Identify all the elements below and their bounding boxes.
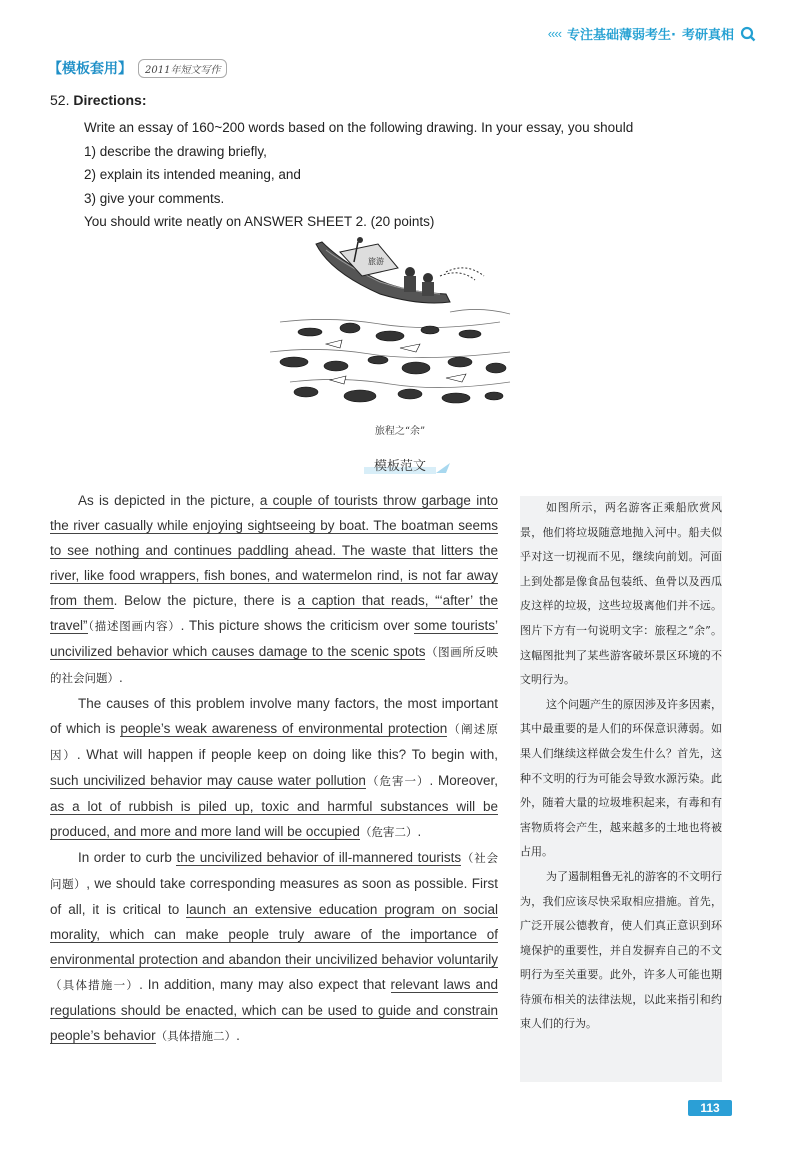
page-number: 113 (688, 1100, 732, 1116)
text-run: . This picture shows the criticism over (180, 618, 414, 633)
text-run: . Below the picture, there is (113, 593, 298, 608)
underlined-phrase: launch an extensive education program on social morality, which can make people truly aware of the importance of environmental protection and abandon their uncivilized behavior voluntarily (50, 902, 498, 967)
boat-sign: 旅游 (368, 257, 384, 266)
text-run: The causes of this problem involve many factors, the most important of which is (50, 696, 498, 736)
text-run: . Moreover, (429, 773, 498, 788)
english-essay (50, 488, 498, 1049)
annotation-note: （具体措施二） (155, 1029, 237, 1043)
chinese-translation (520, 496, 722, 1082)
header-slogan: 专注基础薄弱考生· (567, 28, 676, 43)
underlined-phrase: relevant laws and regulations should be enacted, which can be used to guide and constrain people’s behavior (50, 977, 499, 1043)
question-heading (50, 92, 146, 108)
underlined-phrase: as a lot of rubbish is piled up, toxic and harmful substances will be produced, and more and more land will be occupied (50, 799, 498, 839)
underlined-phrase: such uncivilized behavior may cause water pollution (50, 773, 366, 788)
direction-line: 3) give your comments. (84, 190, 225, 206)
annotation-note: （危害二） (359, 825, 418, 839)
direction-line: 1) describe the drawing briefly, (84, 143, 267, 159)
text-run: As is depicted in the picture, (78, 493, 260, 508)
text-run: , we should take corresponding measures as soon as possible. First of all, it is critical to (50, 876, 498, 917)
text-run: . (236, 1028, 240, 1043)
template-tag: 【模板套用】 (48, 61, 132, 77)
figure-caption: 旅程之“余” (374, 426, 426, 437)
annotation-note: （阐述原因） (50, 722, 498, 762)
header-brand: 考研真相 (681, 28, 734, 43)
text-run: . What will happen if people keep on doing like this? To begin with, (76, 747, 498, 762)
section-title-text: 模板范文 (364, 459, 436, 474)
search-icon (740, 26, 756, 42)
essay-paragraph-3 (50, 845, 498, 1049)
underlined-phrase: some tourists’ uncivilized behavior which causes damage to the scenic spots (50, 618, 499, 659)
annotation-note: （具体措施一） (50, 978, 140, 992)
direction-line: 2) explain its intended meaning, and (84, 167, 301, 182)
essay-paragraph-1 (50, 488, 498, 691)
underlined-phrase: a couple of tourists throw garbage into the river casually while enjoying sightseeing by boat. The boatman seems to see nothing and continues paddling ahead. The waste that litters the river, like food wrappers, fish bones, and watermelon rind, is not far away from them (50, 493, 499, 608)
cartoon-drawing (270, 232, 512, 414)
text-run: . (119, 670, 123, 685)
essay-paragraph-2 (50, 691, 498, 845)
annotation-note: （危害一） (365, 774, 430, 788)
annotation-note: （社会问题） (50, 851, 498, 891)
underlined-phrase: a caption that reads, “‘after’ the travel” (50, 593, 499, 633)
underlined-phrase: the uncivilized behavior of ill-mannered tourists (176, 850, 462, 865)
annotation-note: （图画所反映的社会问题） (50, 645, 499, 685)
directions-label: Directions: (73, 92, 147, 108)
text-run: In order to curb (78, 850, 177, 865)
year-badge: 2011年短文写作 (138, 59, 227, 78)
text-run: . (417, 824, 422, 839)
question-number: 52. (50, 92, 70, 108)
page-header (548, 24, 756, 43)
translation-paragraph-3: 为了遏制粗鲁无礼的游客的不文明行为，我们应该尽快采取相应措施。首先，广泛开展公德教育，使人们真正意识到环境保护的重要性，并自发摒弃自己的不文明行为至关重要。此外，许多人可能也期待颁布相关的法律法规，以此来指引和约束人们的行为。 (520, 869, 722, 1031)
underlined-phrase: people’s weak awareness of environmental protection (120, 721, 448, 736)
pen-accent-icon (436, 463, 450, 473)
chevrons-icon: ‹‹‹‹ (547, 26, 562, 41)
annotation-note: （描述图画内容） (87, 619, 181, 633)
direction-line: You should write neatly on ANSWER SHEET 2. (20 points) (84, 214, 435, 229)
directions-text (84, 116, 633, 234)
direction-line: Write an essay of 160~200 words based on the following drawing. In your essay, you should (84, 120, 634, 135)
translation-paragraph-1: 如图所示，两名游客正乘船欣赏风景，他们将垃圾随意地抛入河中。船夫似乎对这一切视而不见，继续向前划。河面上到处都是像食品包装纸、鱼骨以及西瓜皮这样的垃圾，这些垃圾离他们并不远。图片下方有一句说明文字：旅程之“余”。这幅图批判了某些游客破坏景区环境的不文明行为。 (520, 501, 722, 687)
translation-paragraph-2: 这个问题产生的原因涉及许多因素，其中最重要的是人们的环保意识薄弱。如果人们继续这样做会发生什么？首先，这种不文明的行为可能会导致水源污染。此外，随着大量的垃圾堆积起来，有毒和有害物质将会产生，越来越多的土地也将被占用。 (520, 697, 722, 859)
template-tag-row (48, 58, 227, 78)
section-title (0, 455, 800, 475)
text-run: . In addition, many may also expect that (139, 977, 391, 992)
